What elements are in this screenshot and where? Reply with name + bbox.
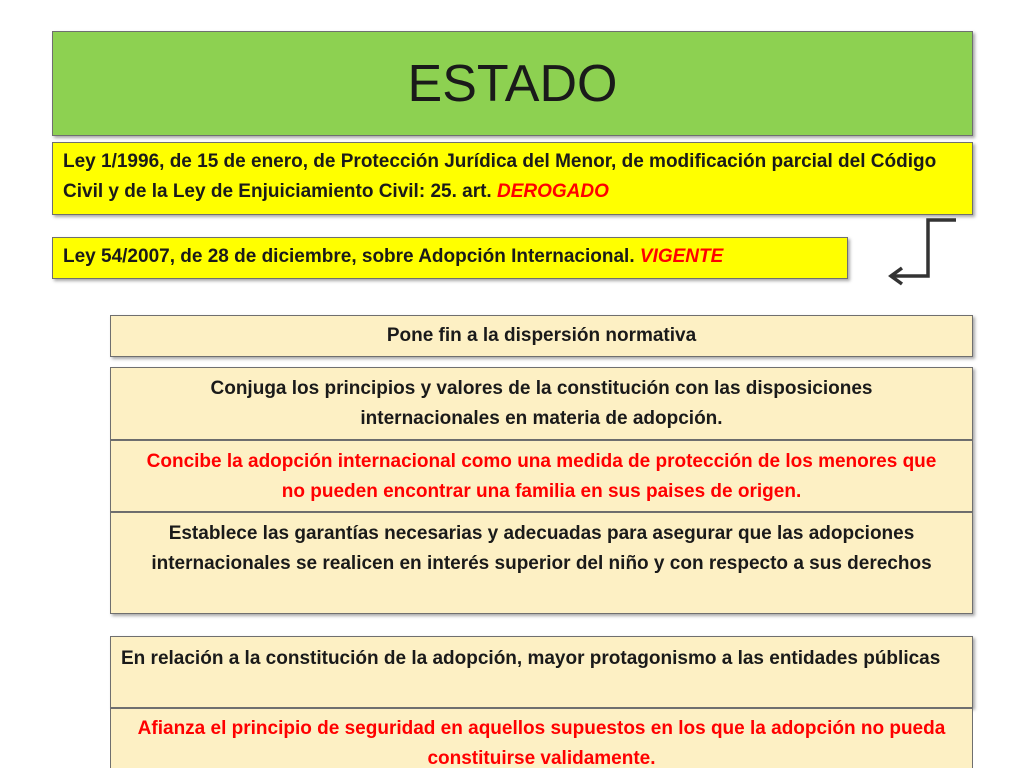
law-2007-box xyxy=(52,237,848,279)
law-2007-text: Ley 54/2007, de 28 de diciembre, sobre Adopción Internacional. xyxy=(63,246,640,267)
law-1996-text: Ley 1/1996, de 15 de enero, de Protección Jurídica del Menor, de modificación parcial del Código Civil y de la Ley de Enjuiciamiento Civil: 25. art. xyxy=(63,151,937,202)
slide-title: ESTADO xyxy=(52,31,973,136)
point-security: Afianza el principio de seguridad en aquellos supuestos en los que la adopción no pueda constituirse validamente. xyxy=(110,708,973,768)
point-public-entities: En relación a la constitución de la adopción, mayor protagonismo a las entidades públicas xyxy=(110,636,973,708)
law-1996-box xyxy=(52,142,973,215)
law-2007-status: VIGENTE xyxy=(639,246,724,267)
law-1996-status: DEROGADO xyxy=(496,181,609,202)
point-principles: Conjuga los principios y valores de la constitución con las disposiciones internacionales en materia de adopción. xyxy=(110,367,973,440)
elbow-arrow-icon xyxy=(880,208,960,288)
point-protection: Concibe la adopción internacional como una medida de protección de los menores que no pueden encontrar una familia en sus paises de origen. xyxy=(110,440,973,512)
point-dispersion: Pone fin a la dispersión normativa xyxy=(110,315,973,357)
point-guarantees: Establece las garantías necesarias y adecuadas para asegurar que las adopciones internacionales se realicen en interés superior del niño y con respecto a sus derechos xyxy=(110,512,973,614)
